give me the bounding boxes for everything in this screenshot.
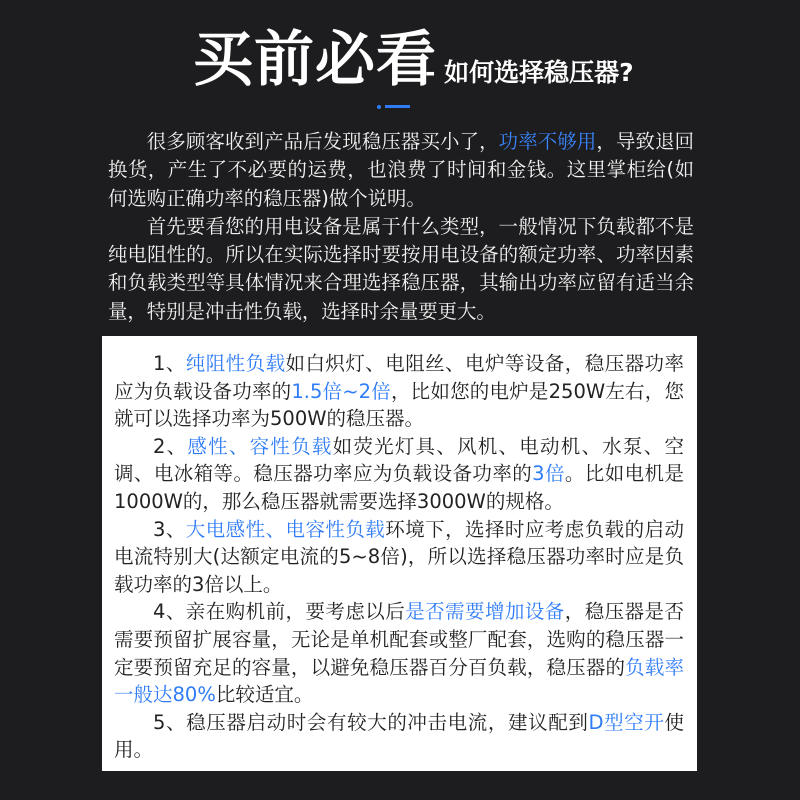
body-text: 比较适宜。 <box>215 683 314 707</box>
tip-paragraph <box>114 350 684 433</box>
title-accent-dot <box>377 105 381 109</box>
highlighted-text: 3倍 <box>532 462 565 486</box>
tip-paragraph <box>114 433 684 516</box>
highlighted-text: D型空开 <box>588 710 665 734</box>
page-subtitle: - 如何选择稳压器? <box>425 58 634 87</box>
highlighted-text: 负载率一般达80% <box>114 655 684 707</box>
highlighted-text: 1.5倍~2倍 <box>291 379 391 403</box>
highlighted-text: 大电感性、电容性负载 <box>185 517 386 541</box>
body-text: 环境下，选择时应考虑负载的启动电流特别大(达额定电流的5~8倍)，所以选择稳压器功率时应是负载功率的3倍以上。 <box>114 517 684 596</box>
body-text: 5、稳压器启动时会有较大的冲击电流，建议配到 <box>153 710 589 734</box>
tips-list <box>114 350 684 764</box>
body-text: 2、 <box>153 434 188 458</box>
body-text: 4、亲在购机前，要考虑以后 <box>153 600 406 624</box>
tip-paragraph <box>114 516 684 599</box>
body-text: 首先要看您的用电设备是属于什么类型，一般情况下负载都不是纯电阻性的。所以在实际选择时要按用电设备的额定功率、功率因素和负载类型等具体情况来合理选择稳压器，其输出功率应留有适当余量，特别是冲击性负载，选择时余量要更大。 <box>108 214 694 323</box>
body-text: 如荧光灯具、风机、电动机、水泵、空调、电冰箱等。稳压器功率应为负载设备功率的 <box>114 434 684 486</box>
page-title: 买前必看 <box>193 25 437 95</box>
body-text: 。比如电机是1000W的，那么稳压器就需要选择3000W的规格。 <box>114 462 684 513</box>
highlighted-text: 是否需要增加设备 <box>405 600 565 624</box>
tips-panel <box>102 336 697 771</box>
body-text: 很多顾客收到产品后发现稳压器买小了， <box>146 130 499 153</box>
title-accent-bar <box>385 105 410 108</box>
intro-paragraph <box>108 213 694 326</box>
highlighted-text: 纯阻性负载 <box>185 352 286 375</box>
intro-paragraph <box>108 128 694 213</box>
body-text: ，导致退回换货，产生了不必要的运费，也浪费了时间和金钱。这里掌柜给(如何选购正确功率的稳压器)做个说明。 <box>108 130 695 210</box>
body-text: 1、 <box>153 352 186 375</box>
body-text: ，稳压器是否需要预留扩展容量，无论是单机配套或整厂配套，选购的稳压器一定要预留充足的容量，以避免稳压器百分百负载，稳压器的 <box>114 600 684 679</box>
body-text: 使用。 <box>114 710 684 762</box>
body-text: 如白炽灯、电阻丝、电炉等设备，稳压器功率应为负载设备功率的 <box>114 352 684 403</box>
highlighted-text: 感性、容性负载 <box>187 434 333 458</box>
tip-paragraph <box>114 598 684 708</box>
highlighted-text: 功率不够用 <box>498 130 597 153</box>
tip-paragraph <box>114 709 684 764</box>
body-text: ，比如您的电炉是250W左右，您就可以选择功率为500W的稳压器。 <box>114 379 684 431</box>
intro-text <box>108 128 694 326</box>
body-text: 3、 <box>153 517 186 541</box>
